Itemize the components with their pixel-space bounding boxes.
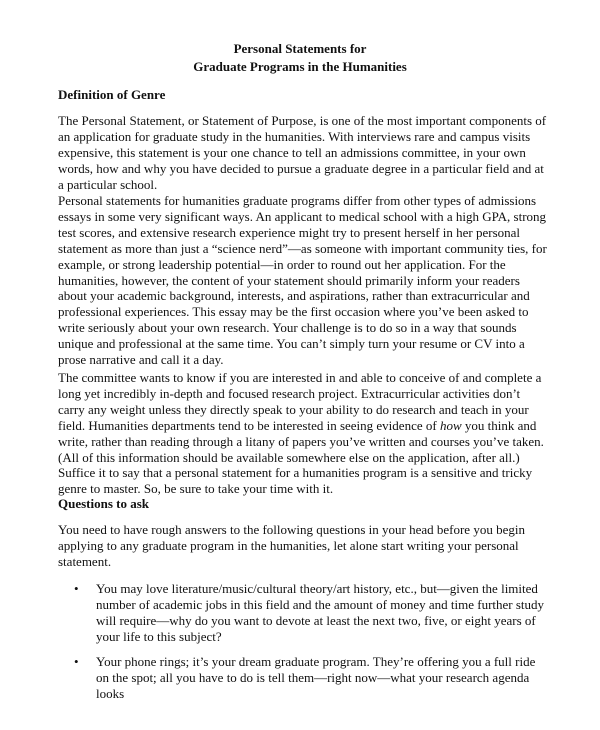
paragraph-3-part-1: The committee wants to know if you are interested in and able to conceive of and complete a long yet incredibly in-depth and focused research project. Extracurricular activities don’t carry any weight unless they directly speak to your ability to do research and teach in your field. Humanities departments tend to be interested in seeing evidence of bbox=[58, 370, 542, 433]
bullet-symbol: • bbox=[74, 581, 79, 596]
bullet-item-1: You may love literature/music/cultural theory/art history, etc., but—given the limited number of academic jobs in this field and the amount of money and time further study will require—why do you want to devote at least the next two, five, or eight years of your life to this subject? bbox=[96, 581, 545, 644]
heading-definition-of-genre: Definition of Genre bbox=[58, 87, 166, 102]
paragraph-2: Personal statements for humanities graduate programs differ from other types of admissions essays in some very significant ways. An applicant to medical school with a high GPA, strong test scores, and extensive research experience might try to present herself in her personal statement as more than just a “science nerd”—as someone with important community ties, for example, or strong leadership potential—in order to round out her application. For the humanities, however, the content of your statement should primarily inform your readers about your academic background, interests, and aspirations, rather than extracurricular and professional experiences. This essay may be the first occasion where you’ve been asked to write seriously about your own research. Your challenge is to do so in a way that sounds unique and professional at the same time. You can’t simply turn your resume or CV into a prose narrative and call it a day. bbox=[58, 193, 547, 368]
paragraph-3 bbox=[58, 370, 548, 497]
title-line-1: Personal Statements for bbox=[233, 41, 367, 56]
paragraph-1: The Personal Statement, or Statement of Purpose, is one of the most important components of an application for graduate study in the humanities. With interviews rare and campus visits expensive, this statement is your one chance to tell an admissions committee, in your own words, how and why you have decided to pursue a graduate degree in a particular field and at a particular school. bbox=[58, 113, 547, 192]
paragraph-3-part-2: you think and write, rather than reading through a litany of papers you’ve written and courses you’ve taken. (All of this information should be available somewhere else on the application, after all.) Suffice it to say that a personal statement for a humanities program is a sensitive and tricky genre to master. So, be sure to take your time with it. bbox=[58, 417, 544, 497]
document-title bbox=[0, 40, 600, 76]
paragraph-3-emphasis: how bbox=[439, 417, 462, 433]
bullet-item-2: Your phone rings; it’s your dream graduate program. They’re offering you a full ride on the spot; all you have to do is tell them—right now—what your research agenda looks bbox=[96, 654, 536, 701]
paragraph-4: You need to have rough answers to the following questions in your head before you begin applying to any graduate program in the humanities, let alone start writing your personal statement. bbox=[58, 522, 525, 569]
bullet-symbol: • bbox=[74, 654, 79, 669]
heading-questions-to-ask: Questions to ask bbox=[58, 496, 150, 511]
title-line-2: Graduate Programs in the Humanities bbox=[193, 59, 407, 74]
